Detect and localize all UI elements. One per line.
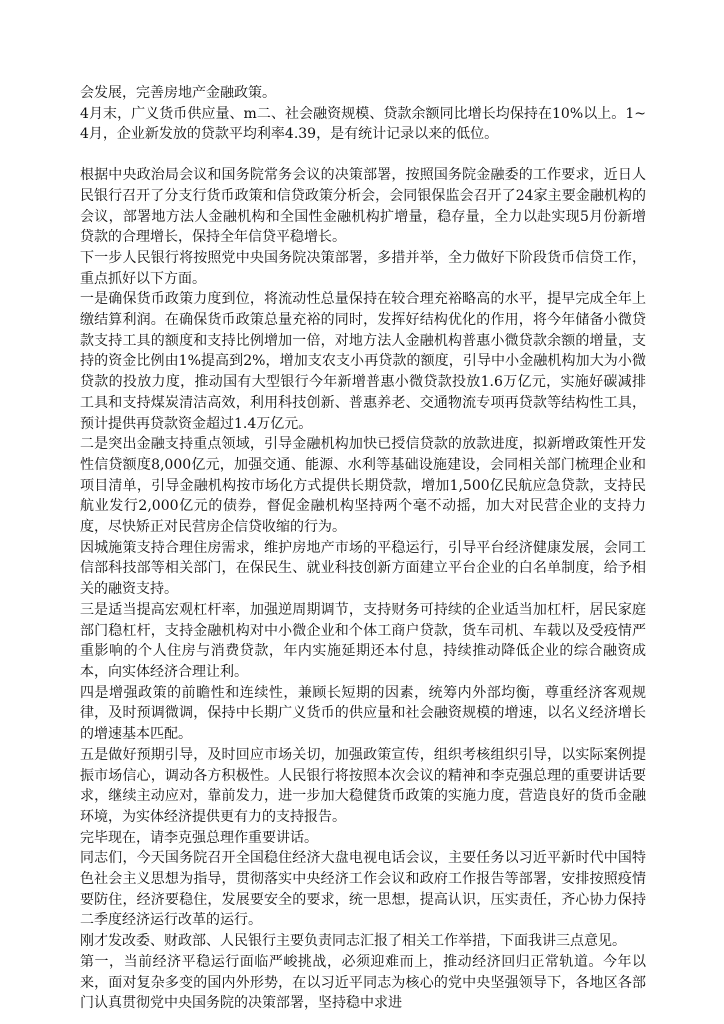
paragraph-3: 根据中央政治局会议和国务院常务会议的决策部署，按照国务院金融委的工作要求，近日人民银行召开了分支行货币政策和信贷政策分析会，会同银保监会召开了24家主要金融机构的会议，部署地方法人金融机构和全国性金融机构扩增量，稳存量，全力以赴实现5月份新增贷款的合理增长，保持全年信贷平稳增长。 bbox=[80, 167, 646, 246]
paragraph-1: 会发展，完善房地产金融政策。 bbox=[80, 85, 276, 101]
paragraph-9: 四是增强政策的前瞻性和连续性，兼顾长短期的因素，统筹内外部均衡，尊重经济客观规律，及时预调微调，保持中长期广义货币的供应量和社会融资规模的增速，以名义经济增长的增速基本匹配。 bbox=[80, 684, 646, 743]
paragraph-6: 二是突出金融支持重点领域，引导金融机构加快已授信贷款的放款进度，拟新增政策性开发性信贷额度8,000亿元，加强交通、能源、水利等基础设施建设，会同相关部门梳理企业和项目清单，引导金融机构按市场化方式提供长期贷款，增加1,500亿民航应急贷款，支持民航业发行2,000亿元的债券，督促金融机构坚持两个毫不动摇，加大对民营企业的支持力度，尽快矫正对民营房企信贷收缩的行为。 bbox=[80, 436, 646, 536]
paragraph-13: 刚才发改委、财政部、人民银行主要负责同志汇报了相关工作举措，下面我讲三点意见。 bbox=[80, 933, 626, 950]
paragraph-7: 因城施策支持合理住房需求，维护房地产市场的平稳运行，引导平台经济健康发展，会同工信部科技部等相关部门，在保民生、就业科技创新方面建立平台企业的白名单制度，给予相关的融资支持。 bbox=[80, 539, 646, 598]
paragraph-14: 第一，当前经济平稳运行面临严峻挑战，必须迎难而上，推动经济回归正常轨道。今年以来，面对复杂多变的国内外形势，在以习近平同志为核心的党中央坚强领导下，各地区各部门认真贯彻党中央国务院的决策部署，坚持稳中求进 bbox=[80, 953, 646, 1012]
paragraph-11: 完毕现在，请李克强总理作重要讲话。 bbox=[80, 829, 318, 846]
paragraph-2: 4月末，广义货币供应量、m二、社会融资规模、贷款余额同比增长均保持在10%以上。1~4月，企业新发放的贷款平均利率4.39，是有统计记录以来的低位。 bbox=[80, 105, 646, 143]
document-page bbox=[80, 83, 646, 1014]
paragraph-5: 一是确保货币政策力度到位，将流动性总量保持在较合理充裕略高的水平，提早完成全年上缴结算利润。在确保货币政策总量充裕的同时，发挥好结构优化的作用，将今年储备小微贷款支持工具的额度和支持比例增加一倍，对地方法人金融机构普惠小微贷款余额的增量，支持的资金比例由1%提高到2%，增加支农支小再贷款的额度，引导中小金融机构加大为小微贷款的投放力度，推动国有大型银行今年新增普惠小微贷款投放1.6万亿元，实施好碳减排工具和支持煤炭清洁高效，利用科技创新、普惠养老、交通物流专项再贷款等结构性工具，预计提供再贷款资金超过1.4万亿元。 bbox=[80, 291, 646, 432]
paragraph-4: 下一步人民银行将按照党中央国务院决策部署，多措并举，全力做好下阶段货币信贷工作，重点抓好以下方面。 bbox=[80, 249, 646, 287]
paragraph-10: 五是做好预期引导，及时回应市场关切，加强政策宣传，组织考核组织引导，以实际案例提振市场信心，调动各方积极性。人民银行将按照本次会议的精神和李克强总理的重要讲话要求，继续主动应对，靠前发力，进一步加大稳健货币政策的实施力度，营造良好的货币金融环境，为实体经济提供更有力的支持报告。 bbox=[80, 746, 646, 825]
paragraph-12: 同志们，今天国务院召开全国稳住经济大盘电视电话会议，主要任务以习近平新时代中国特色社会主义思想为指导，贯彻落实中央经济工作会议和政府工作报告等部署，安排按照疫情要防住，经济要稳住，发展要安全的要求，统一思想，提高认识，压实责任，齐心协力保持二季度经济运行改革的运行。 bbox=[80, 850, 646, 929]
paragraph-8: 三是适当提高宏观杠杆率，加强逆周期调节，支持财务可持续的企业适当加杠杆，居民家庭部门稳杠杆，支持金融机构对中小微企业和个体工商户贷款，货车司机、车载以及受疫情严重影响的个人住房与消费贷款，年内实施延期还本付息，持续推动降低企业的综合融资成本，向实体经济合理让利。 bbox=[80, 601, 646, 680]
